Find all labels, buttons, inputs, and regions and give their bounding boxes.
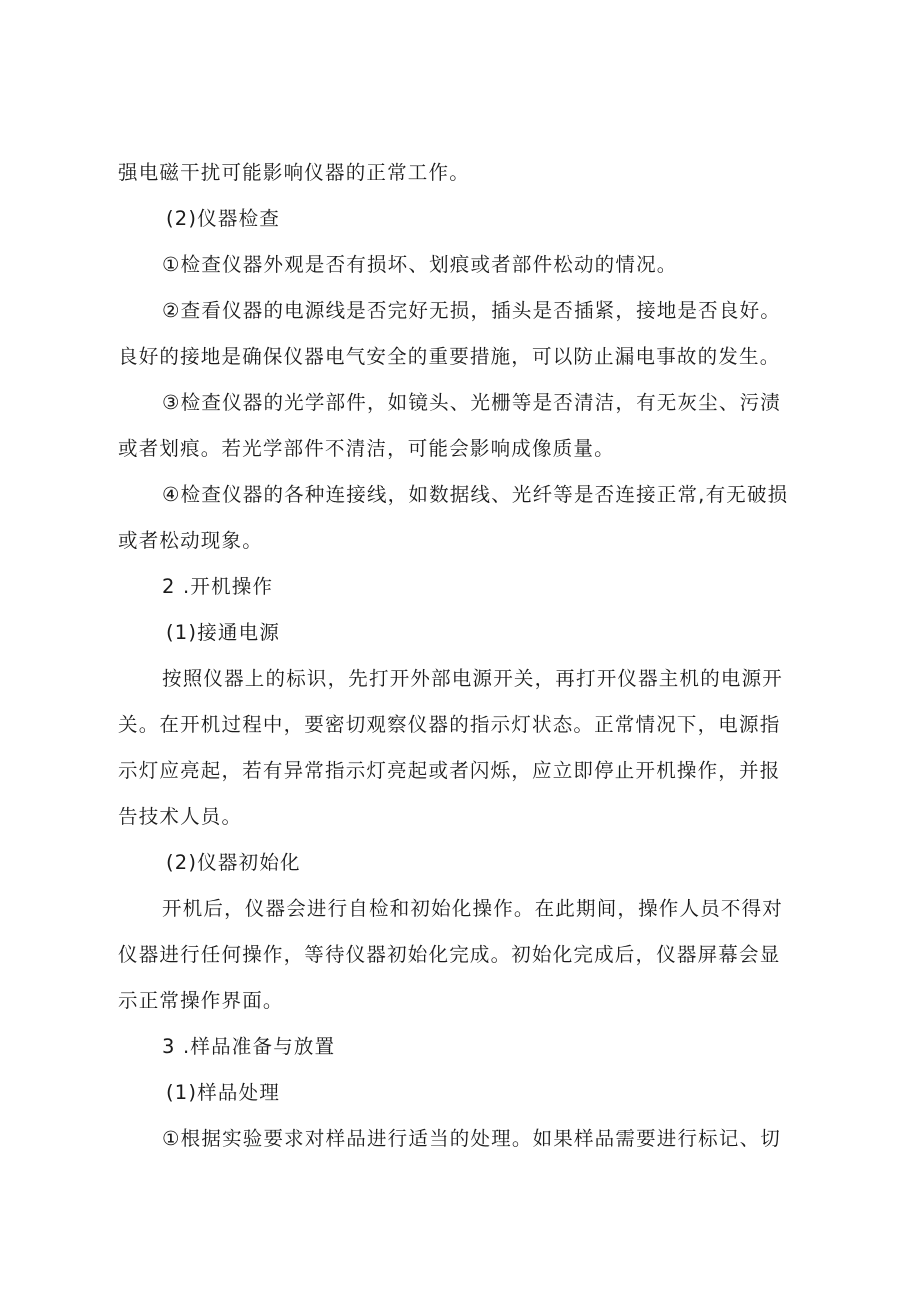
section-heading-sample-prep: 3 .样品准备与放置 xyxy=(162,1035,336,1058)
list-item-check-cables: ④检查仪器的各种连接线，如数据线、光纤等是否连接正常,有无破损 xyxy=(162,483,789,506)
list-item-process-sample: ①根据实验要求对样品进行适当的处理。如果样品需要进行标记、切 xyxy=(162,1127,781,1150)
body-text: 或者划痕。若光学部件不清洁，可能会影响成像质量。 xyxy=(118,437,615,460)
paragraph-start: 按照仪器上的标识，先打开外部电源开关，再打开仪器主机的电源开 xyxy=(162,667,784,690)
list-item-check-appearance: ①检查仪器外观是否有损坏、划痕或者部件松动的情况。 xyxy=(162,253,678,276)
subsection-heading-power-on: (1)接通电源 xyxy=(166,621,281,644)
list-item-check-optics: ③检查仪器的光学部件，如镜头、光栅等是否清洁，有无灰尘、污渍 xyxy=(162,391,781,414)
subsection-heading-sample-processing: (1)样品处理 xyxy=(166,1081,281,1104)
body-text: 或者松动现象。 xyxy=(118,529,263,552)
body-text: 示正常操作界面。 xyxy=(118,989,284,1012)
subsection-heading-instrument-check: (2)仪器检查 xyxy=(166,207,281,230)
body-text: 告技术人员。 xyxy=(118,805,243,828)
body-text: 仪器进行任何操作，等待仪器初始化完成。初始化完成后，仪器屏幕会显 xyxy=(118,943,781,966)
body-text: 关。在开机过程中，要密切观察仪器的指示灯状态。正常情况下，电源指 xyxy=(118,713,781,736)
body-text: 良好的接地是确保仪器电气安全的重要措施，可以防止漏电事故的发生。 xyxy=(118,345,781,368)
body-text: 强电磁干扰可能影响仪器的正常工作。 xyxy=(118,161,470,184)
body-text: 示灯应亮起，若有异常指示灯亮起或者闪烁，应立即停止开机操作，并报 xyxy=(118,759,781,782)
subsection-heading-initialization: (2)仪器初始化 xyxy=(166,851,301,874)
document-body xyxy=(118,150,818,1162)
section-heading-startup: 2 .开机操作 xyxy=(162,575,274,598)
list-item-check-power-cord: ②查看仪器的电源线是否完好无损，插头是否插紧，接地是否良好。 xyxy=(162,299,781,322)
paragraph-start: 开机后，仪器会进行自检和初始化操作。在此期间，操作人员不得对 xyxy=(162,897,784,920)
